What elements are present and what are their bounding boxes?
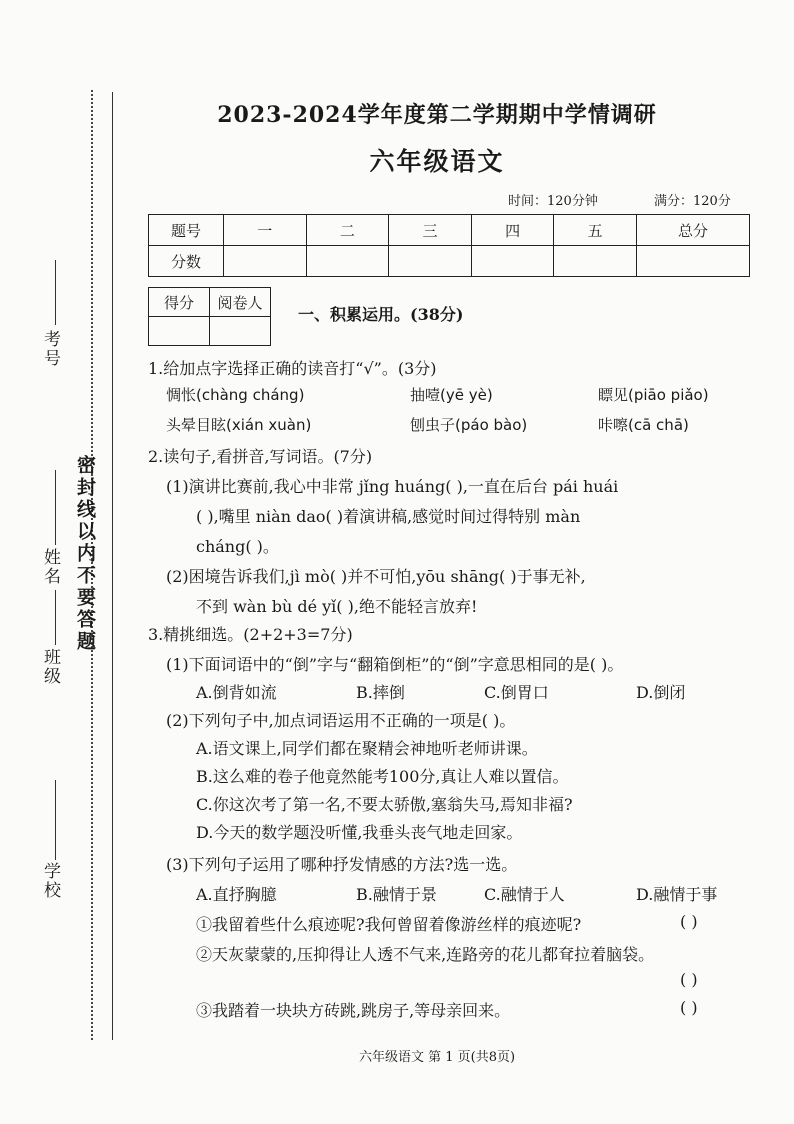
q3-sub2: (2)下列句子中,加点词语运用不正确的一项是( )。 <box>166 711 516 730</box>
q3-answer-3[interactable]: ( ) <box>680 998 698 1017</box>
grader-score-cell[interactable] <box>149 317 210 346</box>
score-cell[interactable] <box>389 246 472 277</box>
q3-sub1-opt-b: B.摔倒 <box>356 683 405 702</box>
grader-score-label: 得分 <box>149 288 210 317</box>
grader-reviewer-label: 阅卷人 <box>210 288 271 317</box>
score-table-col-5: 五 <box>554 215 637 246</box>
q2-stem: 2.读句子,看拼音,写词语。(7分) <box>148 447 373 466</box>
q1-item-6: 咔嚓(cā chā) <box>598 416 689 434</box>
exam-title: 2023-2024学年度第二学期期中学情调研 <box>217 102 657 128</box>
q3-sub2-opt-d: D.今天的数学题没听懂,我垂头丧气地走回家。 <box>196 823 523 842</box>
page-footer: 六年级语文 第 1 页(共8页) <box>358 1050 516 1065</box>
score-cell[interactable] <box>637 246 750 277</box>
q1-item-3: 瞟见(piāo piǎo) <box>598 386 709 404</box>
q3-sub2-opt-a: A.语文课上,同学们都在聚精会神地听老师讲课。 <box>196 739 538 758</box>
name-field[interactable] <box>55 470 56 545</box>
section-1-title: 一、积累运用。(38分) <box>298 305 464 324</box>
q3-sub1-opt-c: C.倒胃口 <box>484 683 549 702</box>
score-table-header: 题号 <box>149 215 224 246</box>
q2-line-2: ( ),嘴里 niàn dao( )着演讲稿,感觉时间过得特别 màn <box>196 507 581 526</box>
seal-notice: 密封线以内不要答题 <box>74 455 96 653</box>
score-table-col-1: 一 <box>224 215 307 246</box>
q3-answer-2[interactable]: ( ) <box>680 970 698 989</box>
q1-item-4: 头晕目眩(xián xuàn) <box>166 416 312 434</box>
q3-sub3-opt-a: A.直抒胸臆 <box>196 885 277 904</box>
class-label: 班级 <box>40 648 60 686</box>
q3-sub3-opt-b: B.融情于景 <box>356 885 437 904</box>
exam-no-label: 考号 <box>40 330 60 368</box>
score-cell[interactable] <box>306 246 389 277</box>
score-cell[interactable] <box>554 246 637 277</box>
q3-sub2-opt-b: B.这么难的卷子他竟然能考100分,真让人难以置信。 <box>196 767 569 786</box>
q2-line-1: (1)演讲比赛前,我心中非常 jǐng huáng( ),一直在后台 pái huái <box>166 477 619 496</box>
class-field[interactable] <box>55 590 56 645</box>
q3-stem: 3.精挑细选。(2+2+3=7分) <box>148 625 353 644</box>
q3-answer-1[interactable]: ( ) <box>680 912 698 931</box>
q3-sub1-opt-a: A.倒背如流 <box>196 683 277 702</box>
score-table-col-3: 三 <box>389 215 472 246</box>
q3-sentence-3: ③我踏着一块块方砖跳,跳房子,等母亲回来。 <box>196 1001 511 1020</box>
score-table-total: 总分 <box>637 215 750 246</box>
exam-time: 时间：120分钟 <box>508 194 598 209</box>
q1-stem: 1.给加点字选择正确的读音打“√”。(3分) <box>148 359 437 378</box>
q3-sentence-1: ①我留着些什么痕迹呢?我何曾留着像游丝样的痕迹呢? <box>196 915 582 934</box>
score-row-label: 分数 <box>149 246 224 277</box>
school-label: 学校 <box>40 862 60 900</box>
q3-sub1: (1)下面词语中的“倒”字与“翻箱倒柜”的“倒”字意思相同的是( )。 <box>166 655 624 674</box>
name-label: 姓名 <box>40 548 60 586</box>
score-table-col-4: 四 <box>471 215 554 246</box>
q3-sub3-opt-c: C.融情于人 <box>484 885 565 904</box>
q1-item-2: 抽噎(yē yè) <box>410 386 493 404</box>
grader-table <box>148 287 271 346</box>
q3-sentence-2: ②天灰蒙蒙的,压抑得让人透不气来,连路旁的花儿都耷拉着脑袋。 <box>196 945 655 964</box>
q3-sub2-opt-c: C.你这次考了第一名,不要太骄傲,塞翁失马,焉知非福? <box>196 795 573 814</box>
grader-reviewer-cell[interactable] <box>210 317 271 346</box>
q2-line-4: (2)困境告诉我们,jì mò( )并不可怕,yōu shāng( )于事无补, <box>166 567 586 586</box>
score-table-col-2: 二 <box>306 215 389 246</box>
score-cell[interactable] <box>224 246 307 277</box>
school-field[interactable] <box>55 780 56 860</box>
exam-no-field[interactable] <box>55 260 56 325</box>
q3-sub1-opt-d: D.倒闭 <box>636 683 686 702</box>
q1-item-1: 惆怅(chàng cháng) <box>166 386 305 404</box>
q3-sub3-opt-d: D.融情于事 <box>636 885 718 904</box>
q3-sub3: (3)下列句子运用了哪种抒发情感的方法?选一选。 <box>166 855 518 874</box>
score-cell[interactable] <box>471 246 554 277</box>
score-table <box>148 214 750 277</box>
q1-item-5: 刨虫子(páo bào) <box>410 416 528 434</box>
exam-full-score: 满分：120分 <box>654 194 731 209</box>
q2-line-5: 不到 wàn bù dé yǐ( ),绝不能轻言放弃! <box>196 597 478 616</box>
q2-line-3: cháng( )。 <box>196 537 279 556</box>
exam-subtitle: 六年级语文 <box>369 147 505 176</box>
binding-solid-line <box>112 92 113 1040</box>
